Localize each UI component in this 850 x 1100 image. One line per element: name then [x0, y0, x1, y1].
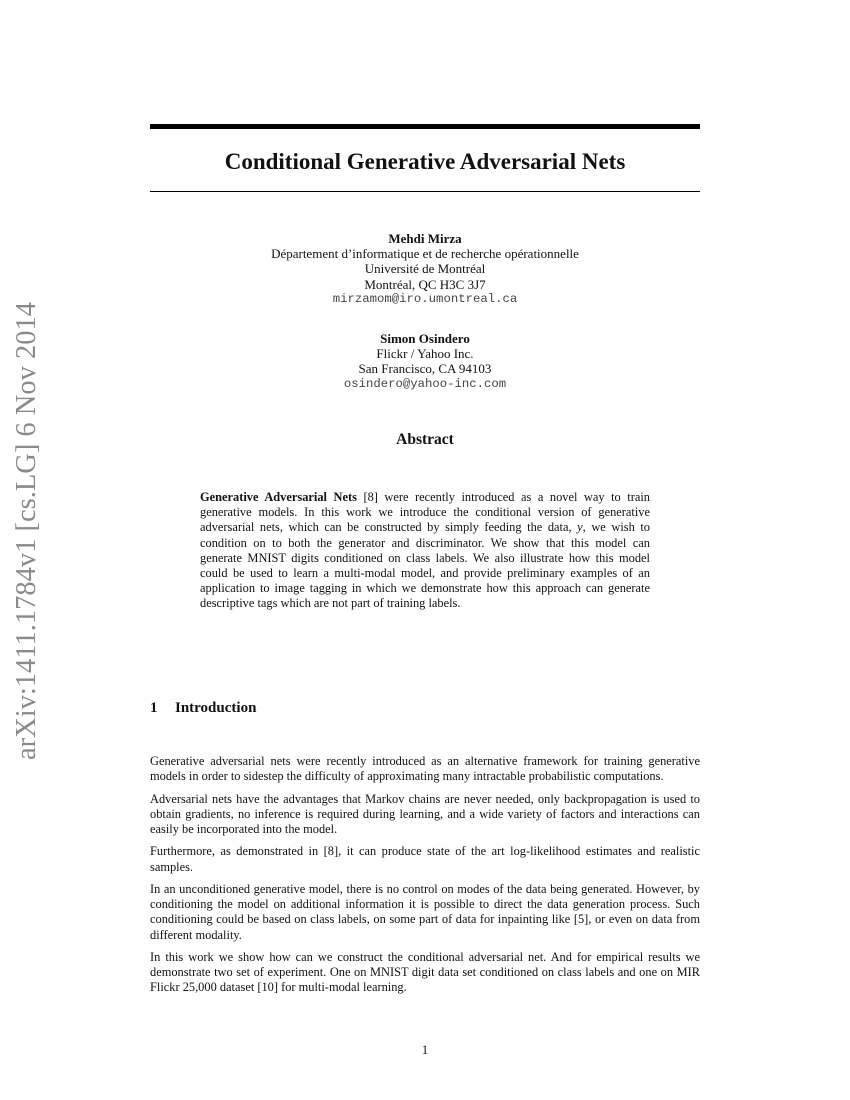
- author-block-2: [150, 331, 700, 392]
- author-block-1: [150, 231, 700, 307]
- author-affiliation: Département d’informatique et de recherche opérationnelle: [271, 246, 579, 262]
- section-heading: [150, 698, 700, 718]
- author-affiliation: Flickr / Yahoo Inc.: [376, 346, 474, 362]
- author-affiliation: Université de Montréal: [364, 261, 486, 277]
- arxiv-stamp: [4, 300, 50, 762]
- paragraph: Adversarial nets have the advantages that Markov chains are never needed, only backpropagation is used to obtain gradients, no inference is required during learning, and a wide variety of factors and interactions can easily be incorporated into the model.: [150, 791, 700, 836]
- author-email: osindero@yahoo-inc.com: [343, 376, 507, 391]
- abstract-body: [200, 490, 650, 612]
- author-address: Montréal, QC H3C 3J7: [364, 276, 486, 292]
- section-number: 1: [150, 700, 158, 716]
- author-email: mirzamom@iro.umontreal.ca: [332, 291, 518, 306]
- abstract-heading: Abstract: [396, 431, 454, 448]
- introduction-body: [150, 754, 700, 1003]
- abstract-lead: Generative Adversarial Nets: [200, 490, 357, 504]
- page-number: 1: [421, 1043, 429, 1057]
- paragraph: Furthermore, as demonstrated in [8], it can produce state of the art log-likelihood estimates and realistic samples.: [150, 844, 700, 874]
- author-name: Simon Osindero: [380, 331, 470, 346]
- author-name: Mehdi Mirza: [388, 231, 462, 246]
- paragraph: Generative adversarial nets were recently introduced as an alternative framework for training generative models in order to sidestep the difficulty of approximating many intractable probabilistic computations.: [150, 754, 700, 784]
- title-rule-top: [150, 124, 700, 129]
- section-title: Introduction: [175, 700, 257, 716]
- author-address: San Francisco, CA 94103: [358, 361, 492, 377]
- abstract-text: , we wish to condition on to both the generator and discriminator. We show that this model can generate MNIST digits conditioned on class labels. We also illustrate how this model could be used to learn a multi-modal model, and provide preliminary examples of an application to image tagging in which we demonstrate how this approach can generate descriptive tags which are not part of training labels.: [200, 520, 650, 611]
- paper-title: Conditional Generative Adversarial Nets: [224, 149, 626, 174]
- abstract-variable: y: [577, 520, 583, 535]
- title-rule-bottom: [150, 191, 700, 192]
- paragraph: In this work we show how can we construct the conditional adversarial net. And for empirical results we demonstrate two set of experiment. One on MNIST digit data set conditioned on class labels and one on MIR Flickr 25,000 dataset [10] for multi-modal learning.: [150, 949, 700, 995]
- abstract-text: [8] were recently introduced as a novel way to train generative models. In this work we introduce the conditional version of generative adversarial nets, which can be constructed by simply feeding the data,: [200, 490, 650, 535]
- paragraph: In an unconditioned generative model, there is no control on modes of the data being generated. However, by conditioning the model on additional information it is possible to direct the data generation process. Such conditioning could be based on class labels, on some part of data for inpainting like [5], or even on data from different modality.: [150, 881, 700, 942]
- arxiv-identifier: arXiv:1411.1784v1 [cs.LG] 6 Nov 2014: [11, 301, 42, 761]
